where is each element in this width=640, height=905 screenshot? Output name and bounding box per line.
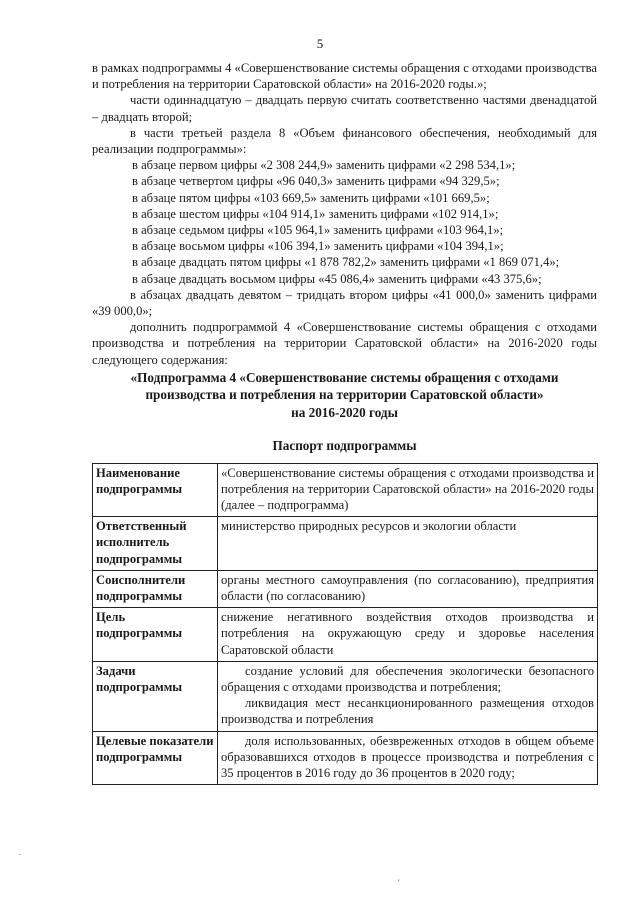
- row-value-text: «Совершенствование системы обращения с отходами производства и потребления на территории Саратовской области» на 2016-2020 годы (далее – подпрограмма): [221, 465, 594, 512]
- paragraph-addition: дополнить подпрограммой 4 «Совершенствование системы обращения с отходами производства и потребления на территории Саратовской области» на 2016-2020 годы следующего содержания:: [92, 320, 597, 367]
- row-value: [218, 661, 598, 731]
- amendment-item: в абзаце шестом цифры «104 914,1» заменить цифрами «102 914,1»;: [132, 206, 499, 221]
- row-value-text: снижение негативного воздействия отходов производства и потребления на окружающую среду и здоровье населения Саратовской области: [221, 610, 594, 657]
- row-value-text: органы местного самоуправления (по согласованию), предприятия области (по согласованию): [221, 572, 594, 603]
- subprogram-heading: [92, 369, 597, 422]
- row-value-text: ликвидация мест несанкционированного размещения отходов производства и потребления: [221, 696, 594, 727]
- row-label: Наименование подпрограммы: [93, 463, 218, 517]
- row-value-text: министерство природных ресурсов и экологии области: [221, 519, 517, 534]
- amendment-item: в абзаце седьмом цифры «105 964,1» заменить цифрами «103 964,1»;: [132, 223, 504, 238]
- amendment-item: в абзаце двадцать восьмом цифры «45 086,4» заменить цифрами «43 375,6»;: [132, 271, 542, 286]
- table-row: [93, 661, 598, 731]
- heading-line: производства и потребления на территории Саратовской области»: [145, 387, 544, 403]
- passport-title: Паспорт подпрограммы: [272, 438, 417, 454]
- row-label: Ответственный исполнитель подпрограммы: [93, 517, 218, 571]
- amendment-item: в абзаце четвертом цифры «96 040,3» заменить цифрами «94 329,5»;: [132, 174, 500, 189]
- paragraph-renumbering: части одиннадцатую – двадцать первую считать соответственно частями двенадцатой – двадцать второй;: [92, 93, 597, 124]
- row-value: [218, 517, 598, 571]
- amendment-item: в абзаце двадцать пятом цифры «1 878 782,2» заменить цифрами «1 869 071,4»;: [132, 255, 560, 270]
- scan-speck: ·: [18, 850, 22, 861]
- table-row: [93, 731, 598, 785]
- row-value: [218, 608, 598, 662]
- row-label: Задачи подпрограммы: [93, 661, 218, 731]
- page-number: 5: [316, 36, 324, 51]
- heading-line: «Подпрограмма 4 «Совершенствование системы обращения с отходами: [130, 369, 559, 385]
- table-row: [93, 608, 598, 662]
- row-value-text: доля использованных, обезвреженных отходов в общем объеме образовавшихся отходов в процессе производства и потребления с 35 процентов в 2016 году до 36 процентов в 2020 году;: [221, 733, 594, 781]
- paragraph-subprogram-ref: в рамках подпрограммы 4 «Совершенствование системы обращения с отходами производства и потребления на территории Саратовской области» на 2016-2020 годы.»;: [92, 61, 597, 92]
- row-value-text: создание условий для обеспечения экологически безопасного обращения с отходами производства и потребления;: [221, 663, 594, 694]
- document-body: [92, 60, 597, 785]
- passport-table: [92, 463, 598, 786]
- amendment-item: в абзаце восьмом цифры «106 394,1» заменить цифрами «104 394,1»;: [132, 239, 504, 254]
- row-label: Целевые показатели подпрограммы: [93, 731, 218, 785]
- table-row: [93, 517, 598, 571]
- scan-speck: ‘: [397, 878, 401, 889]
- amendment-item: в абзаце пятом цифры «103 669,5» заменить цифрами «101 669,5»;: [132, 190, 490, 205]
- row-label: Цель подпрограммы: [93, 608, 218, 662]
- row-label: Соисполнители подпрограммы: [93, 570, 218, 607]
- amendment-item: в абзаце первом цифры «2 308 244,9» заменить цифрами «2 298 534,1»;: [132, 158, 516, 173]
- row-value: [218, 463, 598, 517]
- paragraph-section-8: в части третьей раздела 8 «Объем финансового обеспечения, необходимый для реализации подпрограммы»:: [92, 125, 597, 157]
- heading-line: на 2016-2020 годы: [291, 404, 398, 420]
- table-row: [93, 463, 598, 517]
- paragraph-last-amendment: в абзацах двадцать девятом – тридцать втором цифры «41 000,0» заменить цифрами «39 000,0»;: [92, 287, 597, 319]
- row-value: [218, 570, 598, 607]
- table-row: [93, 570, 598, 607]
- row-value: [218, 731, 598, 785]
